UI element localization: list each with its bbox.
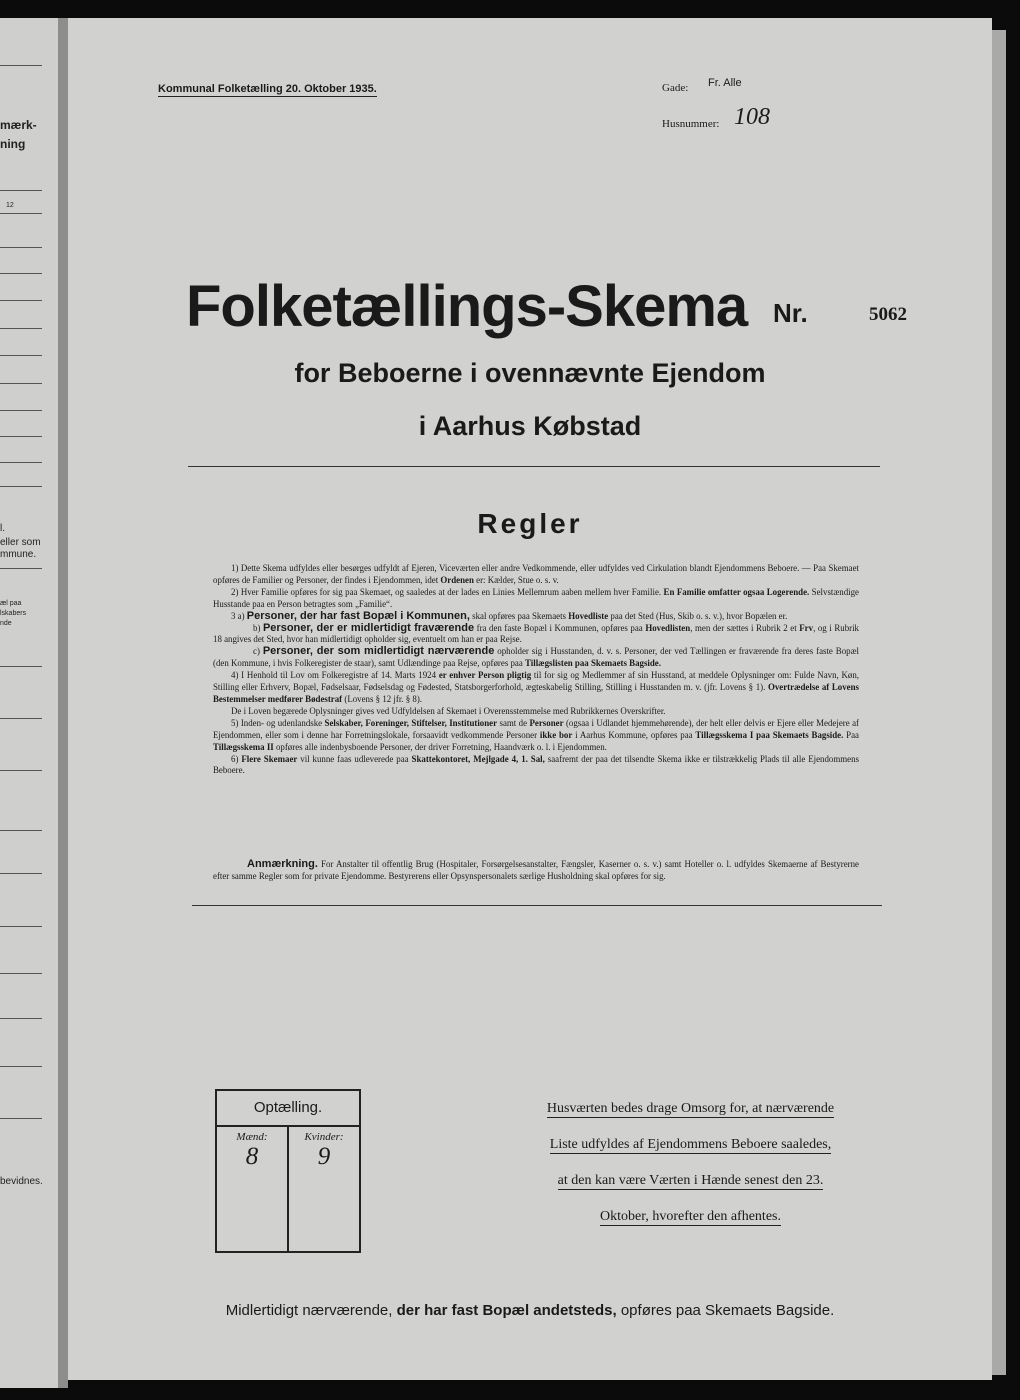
notice-line: Liste udfyldes af Ejendommens Beboere saaledes, — [549, 1137, 832, 1152]
men-count: 8 — [245, 1143, 259, 1170]
left-text: 12 — [6, 202, 14, 209]
rules-heading: Regler — [477, 508, 583, 539]
divider — [0, 770, 42, 771]
notice-line: Oktober, hvorefter den afhentes. — [600, 1209, 781, 1224]
husnummer-label: Husnummer: — [662, 118, 720, 130]
divider — [0, 926, 42, 927]
form-subtitle-city: i Aarhus Købstad — [418, 411, 642, 441]
left-text: mmune. — [0, 549, 37, 560]
rule-1: 1) Dette Skema udfyldes eller besørges udfyldt af Ejeren, Viceværten eller andre Vedkommende, eller udfyldes ved Cirkulation blandt Ejendommens Beboere. — Paa Skemaet opføres de Familier og Personer, der findes i Ejendommen, idet Ordenen er: Kælder, Stue o. s. v. — [213, 563, 859, 585]
rule-3b: b) Personer, der er midlertidigt fraværende fra den faste Bopæl i Kommunen, opføres paa Hovedlisten, men der sættes i Rubrik 2 et Frv, og i Rubrik 18 angives det Sted, hvor han midlertidigt opholder sig, eventuelt om han er paa Rejse. — [213, 621, 859, 645]
divider — [0, 666, 42, 667]
count-box — [215, 1089, 361, 1253]
divider — [0, 328, 42, 329]
women-column — [289, 1127, 359, 1251]
divider — [0, 1118, 42, 1119]
divider — [0, 410, 42, 411]
women-label: Kvinder: — [304, 1131, 344, 1143]
gade-label: Gade: — [662, 82, 689, 94]
rule-5: 5) Inden- og udenlandske Selskaber, Foreninger, Stiftelser, Institutioner samt de Personer (ogsaa i Udlandet hjemmehørende), der helt eller delvis er Ejere eller Medejere af Ejendommen, eller som i denne har Forretningslokale, forsaavidt vedkommende Personer ikke bor i Aarhus Kommune, opføres paa Tillægsskema I paa Skemaets Bagside. Paa Tillægsskema II opføres alle indenbysboende Personer, der driver Forretning, Haandværk o. l. i Ejendommen. — [213, 717, 859, 752]
left-text: l. — [0, 523, 5, 534]
left-text: mærk- — [0, 118, 37, 132]
count-title: Optælling. — [217, 1091, 359, 1127]
divider — [0, 213, 42, 214]
left-text: nde — [0, 620, 12, 627]
divider — [188, 466, 880, 467]
rule-4-cont: De i Loven begærede Oplysninger gives ved Udfyldelsen af Skemaet i Overensstemmelse med Rubrikkernes Overskrifter. — [231, 705, 666, 716]
women-count: 9 — [317, 1143, 331, 1170]
census-header: Kommunal Folketælling 20. Oktober 1935. — [158, 83, 377, 95]
divider — [0, 1066, 42, 1067]
left-text: eller som — [0, 537, 41, 548]
left-text: lskabers — [0, 610, 27, 617]
divider — [192, 905, 882, 906]
divider — [0, 718, 42, 719]
husnummer-value: 108 — [734, 104, 770, 130]
rule-3c: c) Personer, der som midlertidigt nærværende opholder sig i Husstanden, d. v. s. Personer, der ved Tællingen er fraværende fra deres faste Bopæl (den Kommune, i hvis Folkeregister de staar), samt Udlændinge paa Rejse, opføres paa Tillægslisten paa Skemaets Bagside. — [213, 645, 859, 669]
gade-value: Fr. Alle — [708, 77, 742, 89]
divider — [0, 273, 42, 274]
rules-text — [213, 563, 859, 777]
rule-6: 6) Flere Skemaer vil kunne faas udleverede paa Skattekontoret, Mejlgade 4, 1. Sal, saafremt der paa det tilsendte Skema ikke er tilstrækkelig Plads til alle Ejendommens Beboere. — [213, 753, 859, 776]
divider — [0, 830, 42, 831]
notice-line: at den kan være Værten i Hænde senest den 23. — [557, 1173, 824, 1188]
form-title: Folketællings-Skema — [186, 274, 748, 339]
left-text: æl paa — [0, 600, 22, 607]
divider — [0, 568, 42, 569]
divider — [0, 1018, 42, 1019]
divider — [0, 355, 42, 356]
nr-label: Nr. — [773, 298, 808, 328]
footer-note: Midlertidigt nærværende, der har fast Bopæl andetsteds, opføres paa Skemaets Bagside. — [225, 1302, 835, 1319]
note-text: For Anstalter til offentlig Brug (Hospitaler, Forsørgelsesanstalter, Fængsler, Kaserner o. s. v.) samt Hoteller o. l. udfyldes Skemaerne af Bestyrerne efter samme Regler som for private Ejendomme. Bestyrerens eller Opsynspersonalets særlige Husholdning skal opføres for sig. — [213, 859, 859, 881]
left-text: bevidnes. — [0, 1176, 43, 1187]
divider — [0, 973, 42, 974]
notice-line: Husværten bedes drage Omsorg for, at nærværende — [546, 1101, 835, 1116]
page-edge — [992, 30, 1006, 1375]
rule-3a: 3 a) Personer, der har fast Bopæl i Kommunen, skal opføres paa Skemaets Hovedliste paa det Sted (Hus, Skib o. s. v.), hvor Bopælen er. — [231, 609, 788, 622]
divider — [0, 462, 42, 463]
divider — [0, 383, 42, 384]
annotation-note — [213, 858, 859, 882]
left-page-fragment — [0, 18, 58, 1388]
census-form-page — [68, 18, 992, 1380]
form-subtitle: for Beboerne i ovennævnte Ejendom — [294, 358, 766, 388]
men-label: Mænd: — [236, 1131, 268, 1143]
rule-4: 4) I Henhold til Lov om Folkeregistre af 14. Marts 1924 er enhver Person pligtig til for sig og Medlemmer af sin Husstand, at meddele Oplysninger om: Fulde Navn, Køn, Stilling eller Erhverv, Bopæl, Fødselsaar, Fødselsdag og Fødested, Statsborgerforhold, ægteskabelig Stilling, Stilling i Husstanden m. v. (jfr. Lovens § 1). Overtrædelse af Lovens Bestemmelser medfører Bødestraf (Lovens § 12 jfr. § 8). — [213, 670, 860, 704]
divider — [0, 873, 42, 874]
left-text: ning — [0, 137, 26, 151]
landlord-notice — [518, 1101, 863, 1245]
form-number: 5062 — [869, 304, 907, 325]
divider — [0, 190, 42, 191]
divider — [0, 300, 42, 301]
divider — [0, 486, 42, 487]
divider — [0, 247, 42, 248]
divider — [0, 436, 42, 437]
note-heading: Anmærkning. — [247, 858, 318, 870]
divider — [0, 65, 42, 66]
men-column — [217, 1127, 289, 1251]
book-spine — [58, 18, 68, 1388]
rule-2: 2) Hver Familie opføres for sig paa Skemaet, og saaledes at der lades en Linies Mellemrum aaben mellem hver Familie. En Familie omfatter ogsaa Logerende. Selvstændige Husstande paa en Person betragtes som „Familie“. — [213, 586, 859, 609]
